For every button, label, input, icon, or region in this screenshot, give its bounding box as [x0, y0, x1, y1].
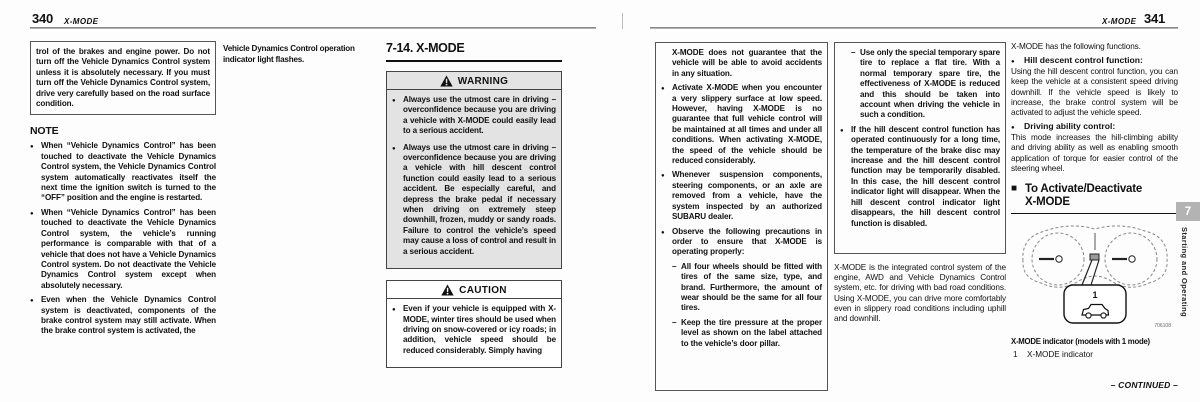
- page-fold-mark: [622, 13, 623, 29]
- caution-item: ● Even if your vehicle is equipped with X-MODE, winter tires should be used when driving on snow-covered or icy roads; in addition, vehicle speed should be reduced considerably. Simply having: [392, 304, 556, 356]
- car-wheel: [1086, 313, 1091, 318]
- warning-item: ● Always use the utmost care in driving – overconfidence because you are driving a vehicle with X-MODE could easily lead to a serious accident.: [392, 95, 556, 137]
- note-item: ● When “Vehicle Dynamics Control” has been touched to deactivate the Vehicle Dynamics Control system, the Vehicle Dynamics Control system automatically reactivates itself the next time the ignition switch is turned to the “OFF” position and the engine is restarted.: [30, 141, 216, 203]
- xmode-indicator-location: [1090, 254, 1099, 260]
- warning-header: [387, 72, 561, 90]
- bullet-icon: [30, 295, 41, 337]
- bullet-icon: [661, 227, 672, 258]
- note-heading: NOTE: [30, 125, 59, 138]
- callout-number: 1: [1092, 290, 1098, 301]
- caution-item: ● Whenever suspension components, steering components, or an axle are removed from a vehicle, have the system inspected by an authorized SUBARU dealer.: [661, 170, 822, 222]
- note-item: ● When “Vehicle Dynamics Control” has been touched to deactivate the Vehicle Dynamics Control system, the vehicle’s running performance is comparable with that of a vehicle that does not have a Vehicle Dynamics Control system. Do not deactivate the Vehicle Dynamics Control system except when absolutely necessary.: [30, 208, 216, 291]
- caution-header: [387, 281, 561, 299]
- bullet-icon: [1011, 55, 1024, 65]
- legend-number: 1: [1013, 350, 1018, 360]
- caution-continued-text: X-MODE does not guarantee that the vehicle will be able to avoid accidents in any situation.: [672, 48, 822, 78]
- figure-caption: X-MODE indicator (models with 1 mode): [1011, 337, 1150, 347]
- caution-item: ● Activate X-MODE when you encounter a very slippery surface at low speed. However, having X-MODE is no guarantee that full vehicle control will be maintained at all times and under all conditions. When activating X-MODE, the speed of the vehicle should be reduced considerably.: [661, 83, 822, 166]
- functions-intro: X-MODE has the following functions.: [1011, 42, 1141, 51]
- left-gauge-hub: [1056, 256, 1062, 262]
- left-page-number: 340: [32, 11, 54, 26]
- bullet-icon: [392, 95, 403, 137]
- figure-code: 706108: [1154, 323, 1171, 330]
- square-bullet-icon: [1011, 183, 1025, 208]
- dash-icon: [851, 48, 860, 121]
- caution-icon: [441, 284, 454, 296]
- bullet-icon: [30, 208, 41, 291]
- bullet-icon: [392, 143, 403, 257]
- chapter-tab: 7: [1176, 202, 1200, 221]
- chapter-tab-title: Starting and Operating: [1180, 227, 1189, 318]
- right-header-section: X-MODE: [1102, 17, 1137, 26]
- instrument-cluster-figure: [1011, 217, 1178, 329]
- caution-subitem: – Keep the tire pressure at the proper level as shown on the label attached to the vehicle’s door pillar.: [672, 318, 822, 349]
- bullet-icon: [1011, 121, 1024, 131]
- caution-title: CAUTION: [459, 284, 507, 296]
- dash-icon: [672, 318, 681, 349]
- right-header-rule: [650, 27, 1178, 29]
- car-wheel: [1101, 313, 1106, 318]
- callout-line: [1082, 260, 1092, 285]
- caution-subitem: – All four wheels should be fitted with tires of the same size, type, and brand. Furthermore, the amount of wear should be the same for all four tires.: [672, 262, 822, 314]
- caution-item: ● Observe the following precautions in order to ensure that X-MODE is operating properly:: [661, 227, 822, 258]
- continued-marker: – CONTINUED –: [1110, 380, 1178, 390]
- function-label: ● Driving ability control:: [1011, 121, 1178, 131]
- left-col1: [30, 41, 216, 337]
- bullet-icon: [392, 304, 403, 356]
- bullet-icon: [661, 83, 672, 166]
- bullet-icon: [30, 141, 41, 203]
- warning-box: [386, 71, 562, 269]
- caution-box: [386, 280, 562, 368]
- left-col3: [386, 41, 562, 368]
- left-header-section: X-MODE: [64, 17, 99, 26]
- carryover-caution-box: trol of the brakes and engine power. Do not turn off the Vehicle Dynamics Control system unless it is absolutely necessary. If you must turn off the Vehicle Dynamics Control system, drive very carefully based on the road surface condition.: [30, 41, 216, 115]
- caution-box-continued-2: [834, 42, 1006, 254]
- right-page-number: 341: [1144, 11, 1166, 26]
- caution-item: ● If the hill descent control function has operated continuously for a long time, the temperature of the brake disc may increase and the hill descent control function may be temporarily disabled. In this case, the hill descent control indicator light will disappear. When the hill descent control indicator light disappears, the hill descent control function is disabled.: [840, 125, 1000, 229]
- warning-icon: [440, 75, 453, 87]
- caution-subitem: – Use only the special temporary spare tire to replace a flat tire. With a normal temporary spare tire, the effectiveness of X-MODE is reduced and this should be taken into account when driving the vehicle in such a condition.: [851, 48, 1000, 121]
- bullet-icon: [840, 125, 851, 229]
- right-col3: [1011, 42, 1178, 359]
- caution-box-continued: [655, 42, 828, 391]
- left-header-rule: [30, 27, 596, 29]
- left-col2: [223, 44, 381, 65]
- figure-caption: Vehicle Dynamics Control operation indicator light flashes.: [223, 44, 355, 64]
- right-gauge-hub: [1129, 256, 1135, 262]
- right-col2: [834, 42, 1006, 324]
- function-description: Using the hill descent control function, you can keep the vehicle at a consistent speed driving downhill. If the vehicle speed is likely to increase, the brake control system will be activated to adjust the vehicle speed.: [1011, 67, 1178, 118]
- dash-icon: [672, 262, 681, 314]
- callout-line: [1091, 260, 1099, 285]
- function-description: This mode increases the hill-climbing ability and driving ability as well as enabling smooth application of torque for easier control of the steering wheel.: [1011, 133, 1178, 173]
- function-label: ● Hill descent control function:: [1011, 55, 1178, 65]
- figure-legend: [1011, 350, 1178, 359]
- right-col1: [655, 42, 828, 391]
- warning-title: WARNING: [457, 75, 509, 87]
- bullet-icon: [661, 170, 672, 222]
- xmode-description-paragraph: X-MODE is the integrated control system of the engine, AWD and Vehicle Dynamics Control system, etc. for driving with bad road conditions. Using X-MODE, you can drive more comfortably even in slippery road conditions including uphill and downhill.: [834, 263, 1006, 324]
- warning-item: ● Always use the utmost care in driving – overconfidence because you are driving a vehicle with hill descent control function could easily lead to a serious accident. Be especially careful, and depress the brake pedal if necessary when driving on extremely steep downhill, frozen, muddy or sandy roads. Failure to control the vehicle’s speed may cause a loss of control and result in a serious accident.: [392, 143, 556, 257]
- section-title: 7-14. X-MODE: [386, 41, 562, 62]
- note-item: ● Even when the Vehicle Dynamics Control system is deactivated, components of the brake control system may still activate. When the brake control system is activated, the: [30, 295, 216, 337]
- legend-label: X-MODE indicator: [1027, 350, 1093, 360]
- activate-deactivate-heading: ■ To Activate/Deactivate X-MODE: [1011, 183, 1178, 214]
